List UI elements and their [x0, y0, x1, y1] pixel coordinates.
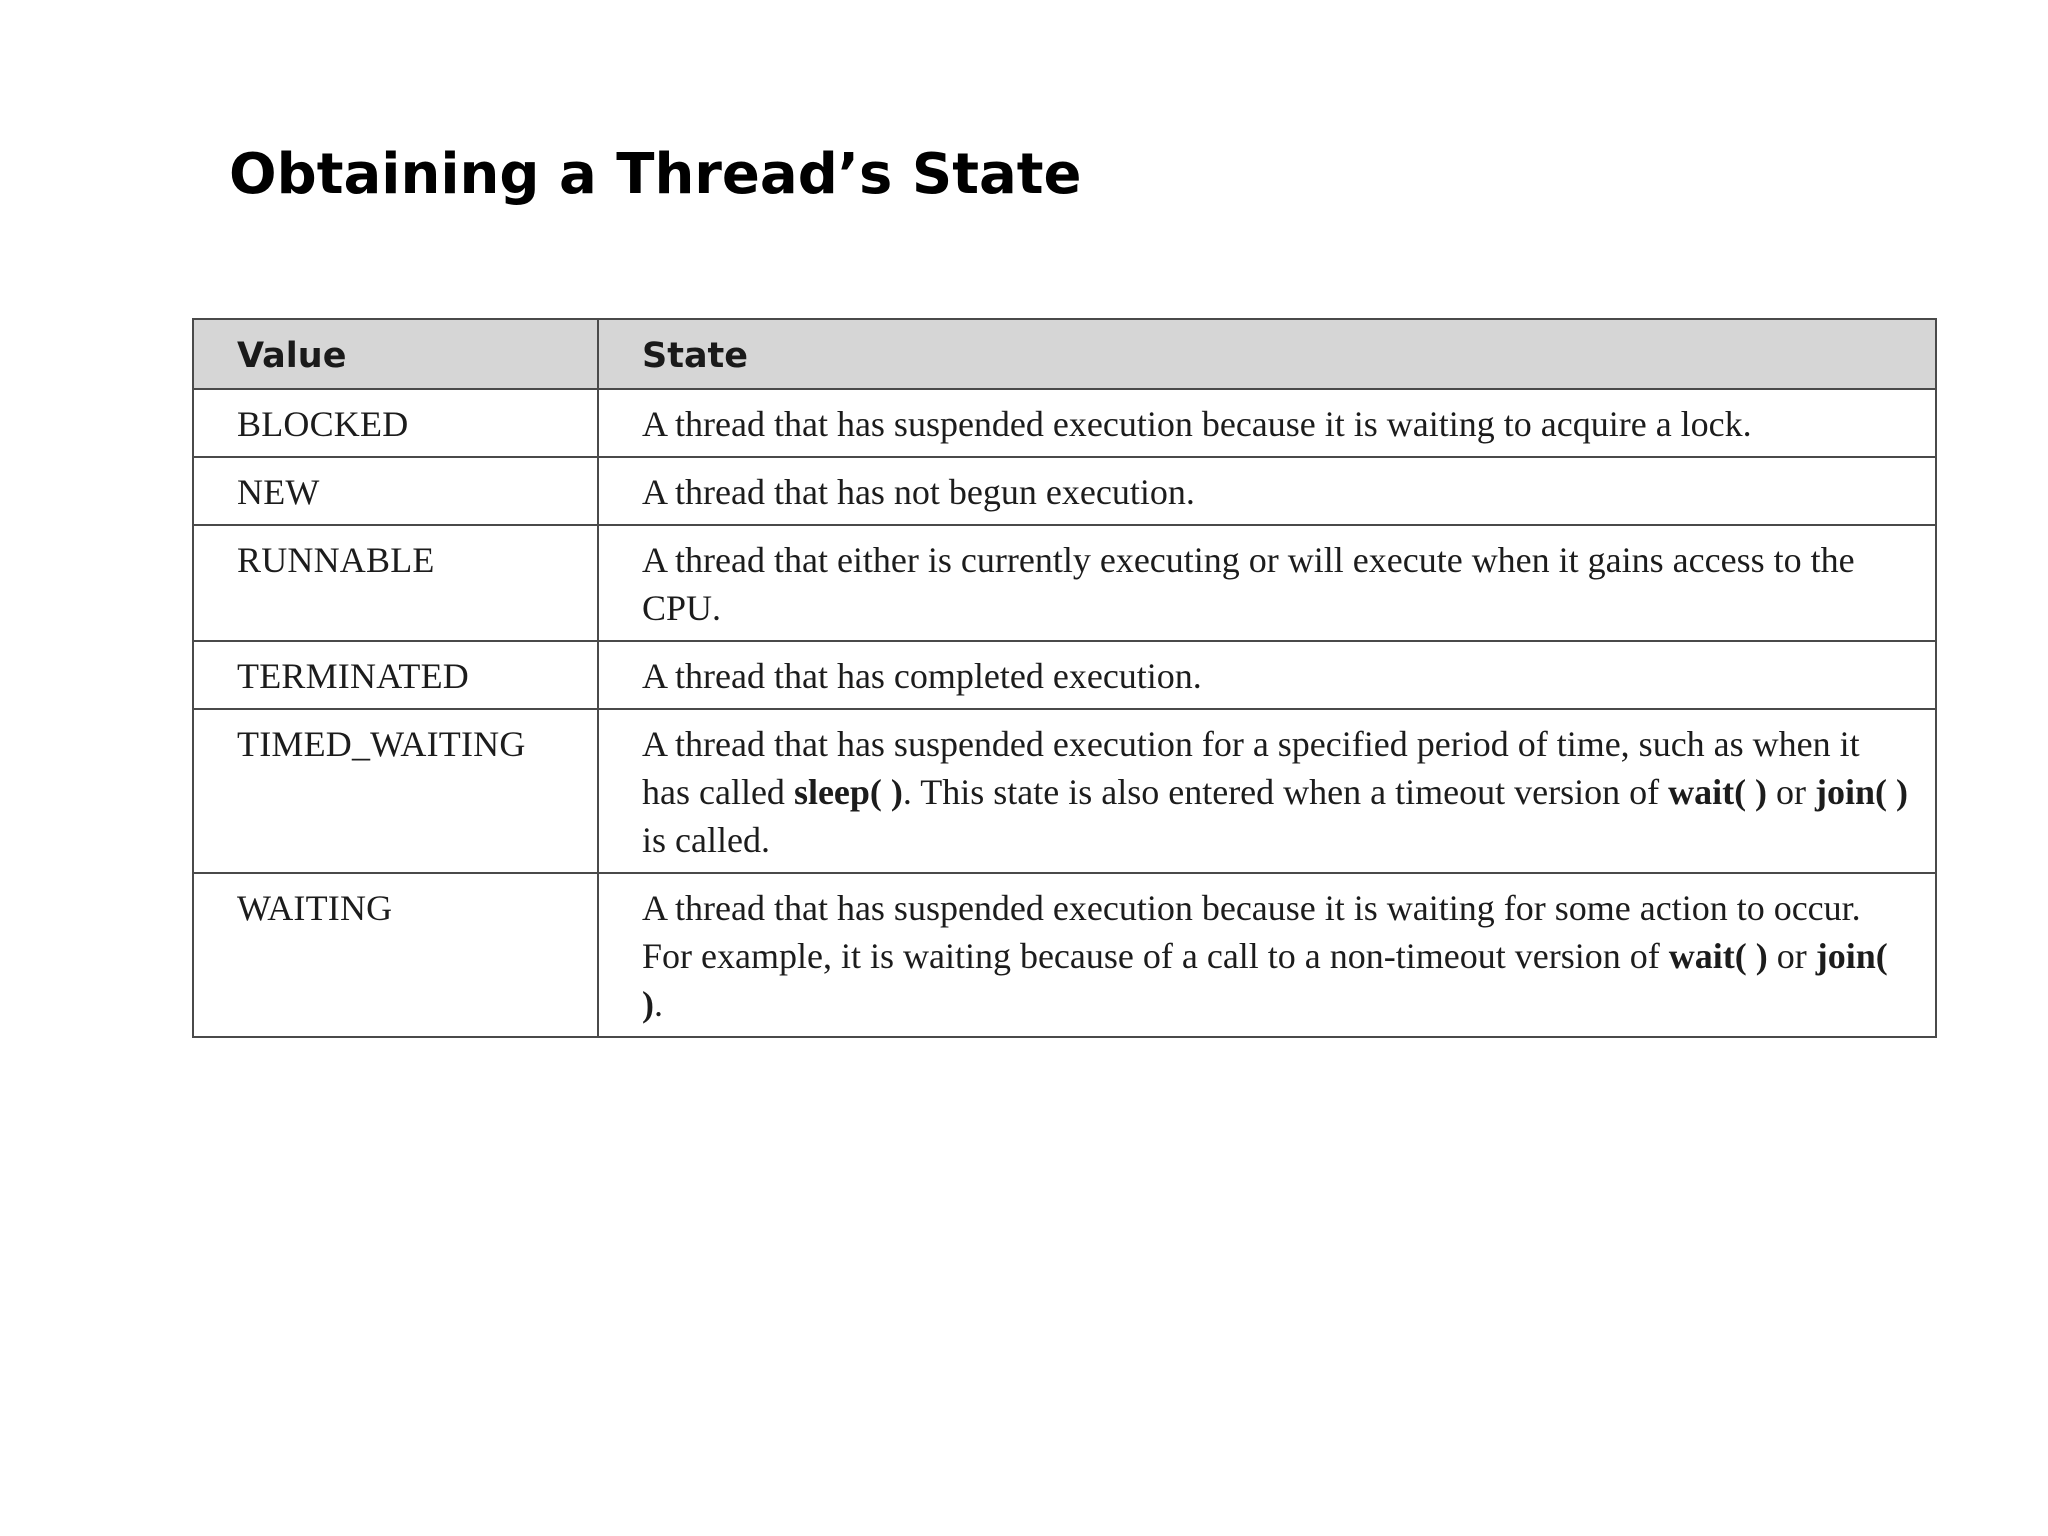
value-cell: RUNNABLE — [193, 525, 598, 641]
state-cell — [598, 457, 1936, 525]
method-name-join: join( ) — [1815, 772, 1909, 812]
state-text: is called. — [642, 820, 770, 860]
state-text: A thread that either is currently executing or will execute when it gains access to the CPU. — [642, 540, 1855, 628]
value-cell: WAITING — [193, 873, 598, 1037]
state-cell — [598, 641, 1936, 709]
state-cell — [598, 525, 1936, 641]
method-name-wait: wait( ) — [1668, 772, 1768, 812]
method-name-sleep: sleep( ) — [793, 772, 903, 812]
state-text: A thread that has suspended execution for a specified period of time, such as when it has called — [642, 724, 1860, 812]
state-text: A thread that has suspended execution because it is waiting for some action to occur. For example, it is waiting because of a call to a non-timeout version of — [642, 888, 1861, 976]
table-row — [193, 457, 1936, 525]
table-row — [193, 873, 1936, 1037]
value-cell: NEW — [193, 457, 598, 525]
table-row — [193, 709, 1936, 873]
column-header-value: Value — [193, 319, 598, 389]
state-text: A thread that has completed execution. — [642, 656, 1202, 696]
value-cell: BLOCKED — [193, 389, 598, 457]
state-cell — [598, 873, 1936, 1037]
thread-state-table — [192, 318, 1937, 1038]
column-header-state: State — [598, 319, 1936, 389]
table-row — [193, 525, 1936, 641]
state-text: A thread that has suspended execution because it is waiting to acquire a lock. — [642, 404, 1752, 444]
state-cell — [598, 389, 1936, 457]
table-row — [193, 641, 1936, 709]
state-text: A thread that has not begun execution. — [642, 472, 1195, 512]
state-text: . — [654, 984, 663, 1024]
table-row — [193, 389, 1936, 457]
value-cell: TIMED_WAITING — [193, 709, 598, 873]
method-name-wait: wait( ) — [1668, 936, 1768, 976]
state-text: or — [1767, 772, 1816, 812]
state-cell — [598, 709, 1936, 873]
state-text: . This state is also entered when a timeout version of — [902, 772, 1669, 812]
state-text: or — [1767, 936, 1816, 976]
slide-title: Obtaining a Thread’s State — [229, 142, 1082, 207]
value-cell: TERMINATED — [193, 641, 598, 709]
table-header-row — [193, 319, 1936, 389]
method-name-join: join( ) — [642, 936, 1888, 1024]
